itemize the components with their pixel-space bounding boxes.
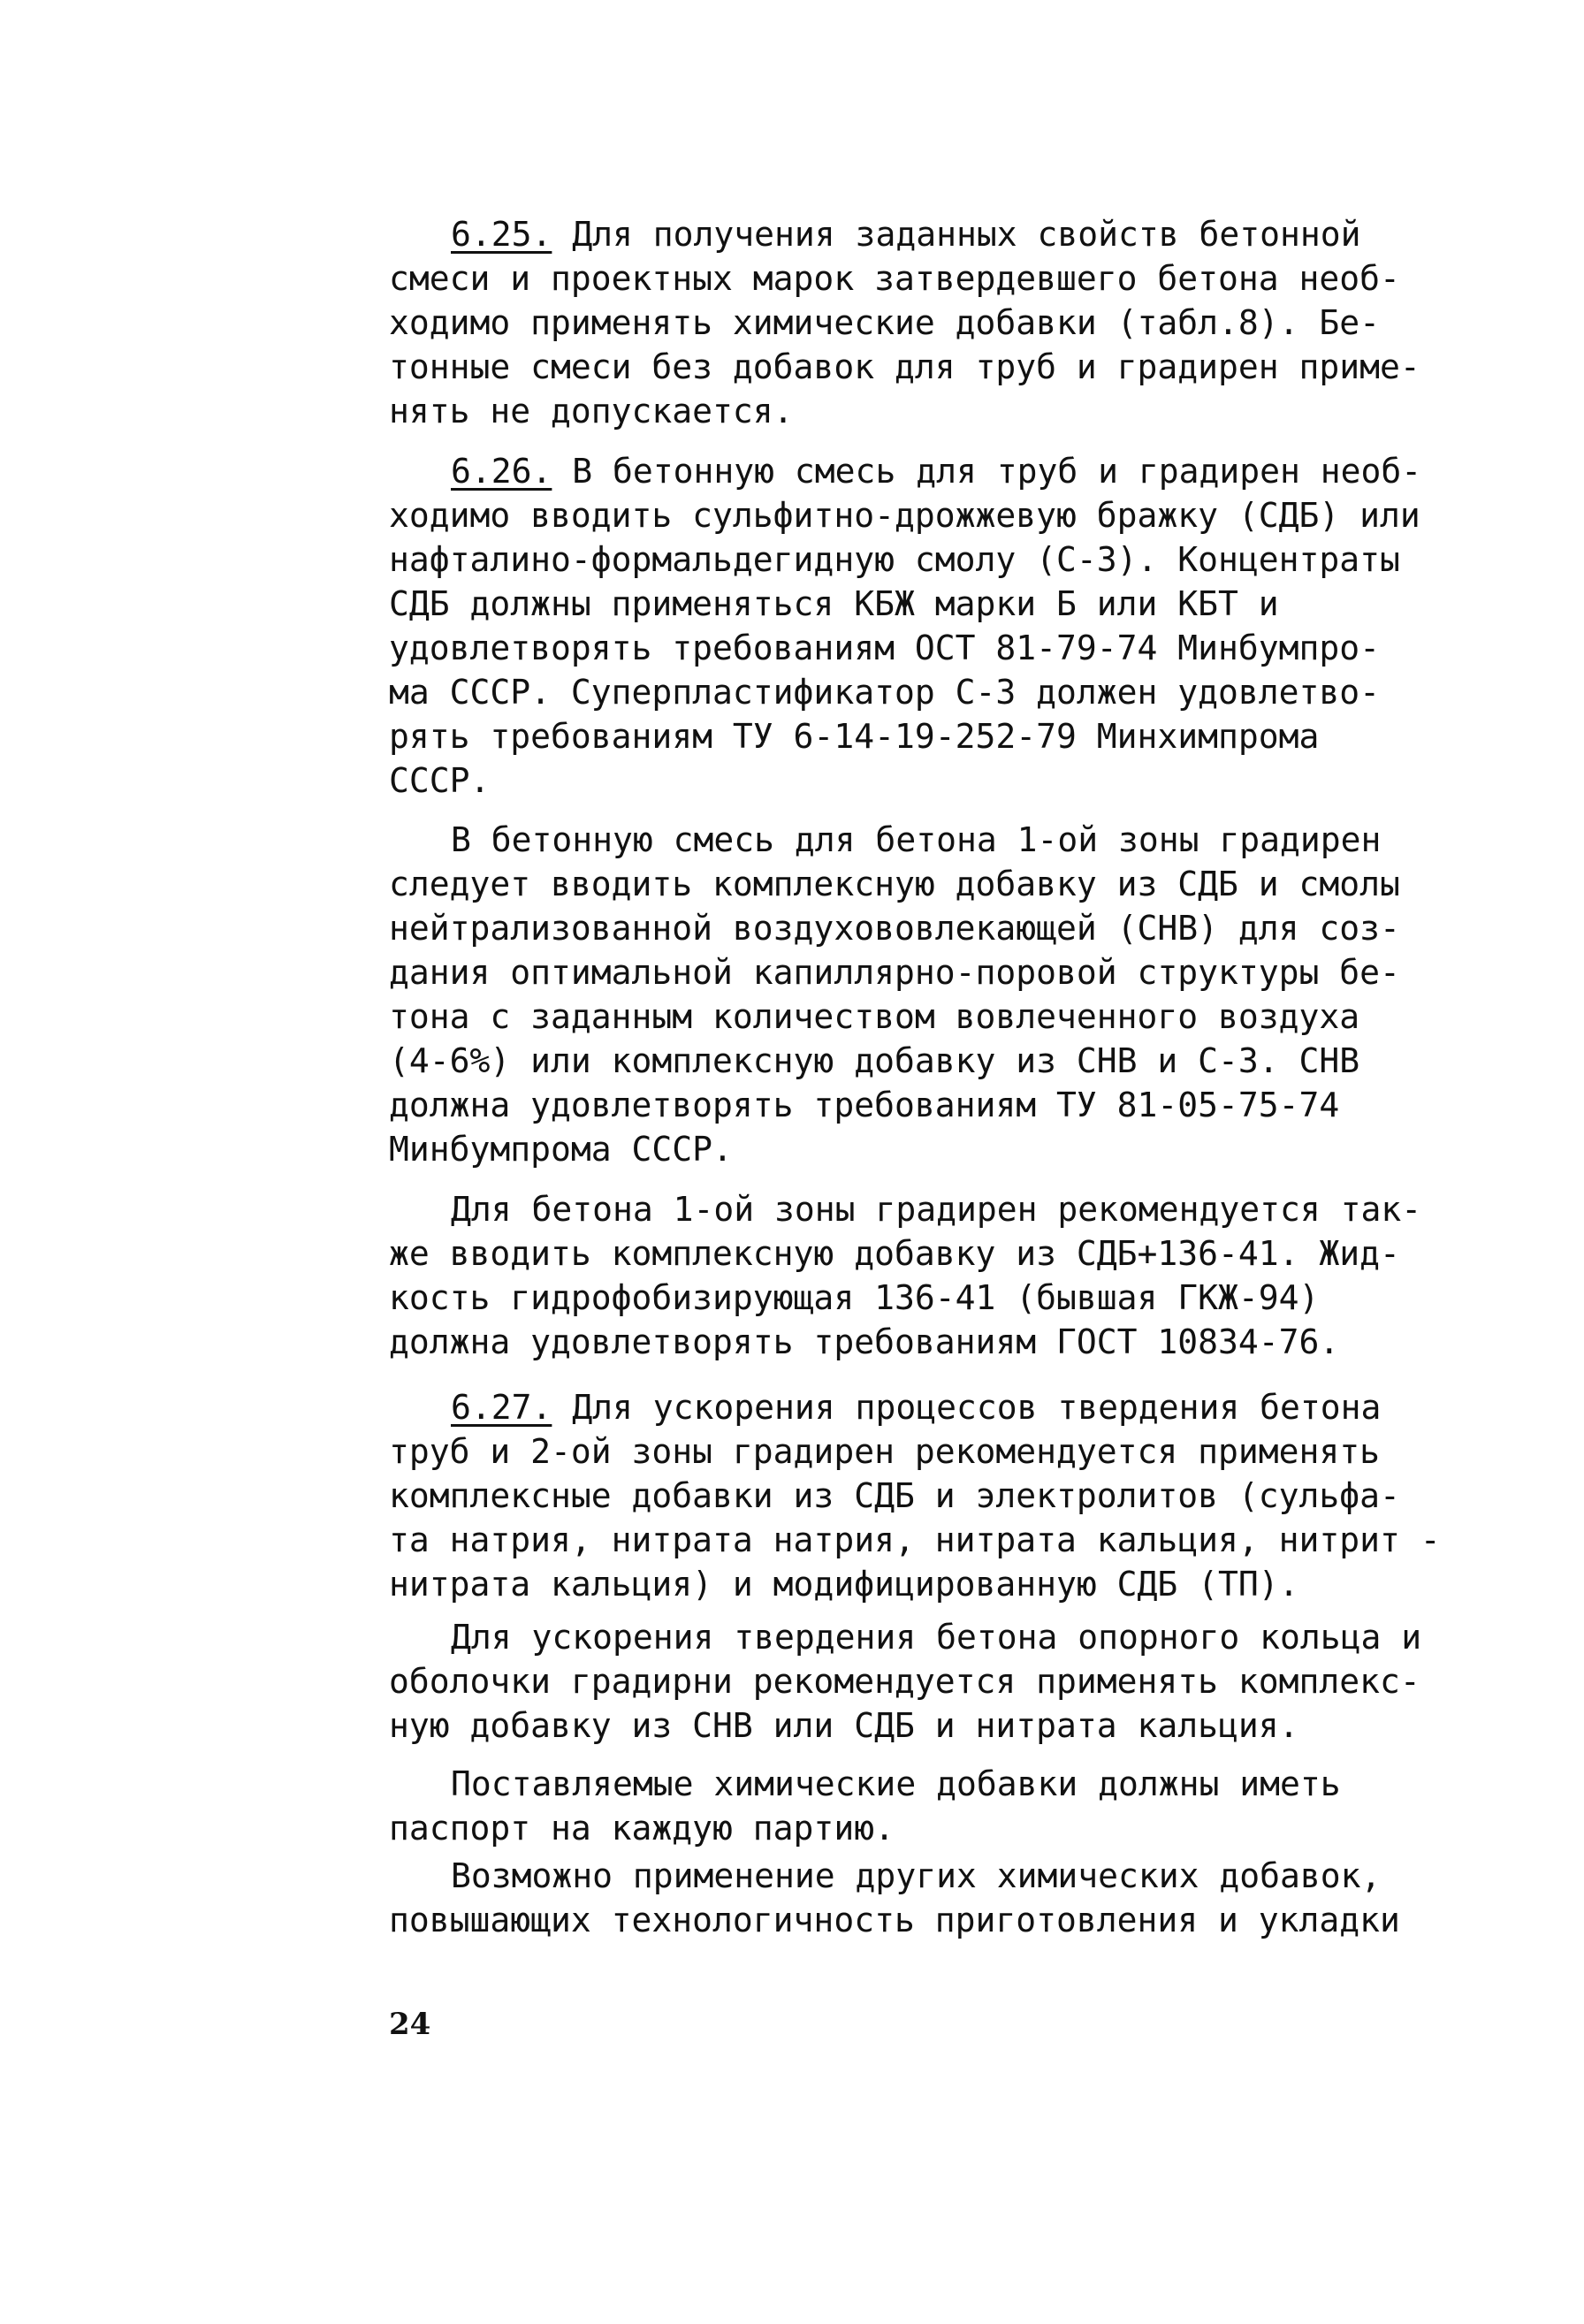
- text-line-content: удовлетворять требованиям ОСТ 81-79-74 Минбумпро-: [389, 629, 1381, 667]
- text-line: [389, 906, 1428, 950]
- clause-number: 6.26.: [451, 452, 552, 491]
- paragraph-passport: [389, 1762, 1428, 1850]
- text-line-content: тона с заданным количеством вовлеченного воздуха: [389, 997, 1360, 1036]
- paragraph-6-25: [389, 212, 1428, 433]
- text-line-content: Минбумпрома СССР.: [389, 1130, 733, 1169]
- text-line-content: Для получения заданных свойств бетонной: [552, 215, 1361, 254]
- text-line-content: СССР.: [389, 761, 491, 800]
- text-line-content: нять не допускается.: [389, 392, 794, 431]
- text-line: [389, 345, 1428, 389]
- text-line-content: СДБ должны применяться КБЖ марки Б или КБТ и: [389, 584, 1279, 623]
- clause-number: 6.27.: [451, 1388, 552, 1427]
- text-line: [389, 1615, 1428, 1659]
- text-line: [389, 1806, 1428, 1850]
- text-line-content: должна удовлетворять требованиям ГОСТ 10834-76.: [389, 1322, 1340, 1361]
- text-line: [389, 818, 1428, 862]
- text-line: [389, 1320, 1428, 1364]
- text-line-content: ходимо применять химические добавки (табл.8). Бе-: [389, 303, 1381, 342]
- text-line: [389, 1231, 1428, 1276]
- text-line-content: кость гидрофобизирующая 136-41 (бывшая ГКЖ-94): [389, 1278, 1320, 1317]
- text-line-content: труб и 2-ой зоны градирен рекомендуется применять: [389, 1432, 1381, 1471]
- text-line: [389, 1276, 1428, 1320]
- text-line: [389, 1854, 1428, 1898]
- paragraph-6-27: [389, 1385, 1441, 1606]
- text-line: [389, 714, 1428, 758]
- text-line-content: оболочки градирни рекомендуется применять комплекс-: [389, 1662, 1420, 1701]
- text-line: [389, 493, 1428, 537]
- page-number: 24: [389, 2007, 431, 2042]
- text-line-content: повышающих технологичность приготовления и укладки: [389, 1901, 1400, 1939]
- text-line: [389, 1187, 1428, 1231]
- text-line-content: Поставляемые химические добавки должны иметь: [451, 1764, 1341, 1803]
- text-line: [389, 582, 1428, 626]
- text-line-content: ма СССР. Суперпластификатор С-3 должен удовлетво-: [389, 673, 1381, 712]
- text-line-content: В бетонную смесь для бетона 1-ой зоны градирен: [451, 820, 1382, 859]
- text-line: [389, 1429, 1428, 1474]
- text-line: [389, 1703, 1428, 1748]
- text-line: [389, 950, 1428, 994]
- text-line-content: должна удовлетворять требованиям ТУ 81-05-75-74: [389, 1086, 1340, 1124]
- paragraph-other-additives: [389, 1854, 1428, 1942]
- text-line-content: паспорт на каждую партию.: [389, 1809, 895, 1848]
- text-line: [389, 758, 1428, 803]
- text-line: [389, 301, 1428, 345]
- text-line-content: следует вводить комплексную добавку из СДБ и смолы: [389, 865, 1400, 903]
- clause-number: 6.25.: [451, 215, 552, 254]
- text-line-content: дания оптимальной капиллярно-поровой структуры бе-: [389, 953, 1400, 992]
- text-line: [389, 256, 1428, 301]
- text-line-content: В бетонную смесь для труб и градирен необ-: [552, 452, 1422, 491]
- text-line: [389, 1898, 1428, 1942]
- text-line-content: Возможно применение других химических добавок,: [451, 1856, 1382, 1895]
- text-line-content: (4-6%) или комплексную добавку из СНВ и С-3. СНВ: [389, 1041, 1360, 1080]
- text-line-content: комплексные добавки из СДБ и электролитов (сульфа-: [389, 1476, 1400, 1515]
- text-line-content: нафталино-формальдегидную смолу (С-3). Концентраты: [389, 540, 1400, 579]
- text-line: [389, 862, 1428, 906]
- text-line: [389, 1474, 1428, 1518]
- text-line-content: Для бетона 1-ой зоны градирен рекомендуется так-: [451, 1190, 1422, 1229]
- text-line: [389, 994, 1428, 1039]
- text-line-content: нейтрализованной воздухововлекающей (СНВ) для соз-: [389, 909, 1400, 948]
- text-line: [389, 1659, 1428, 1703]
- text-line-content: Для ускорения твердения бетона опорного кольца и: [451, 1618, 1422, 1657]
- paragraph-ring-shell: [389, 1615, 1428, 1748]
- text-line: [389, 449, 1428, 493]
- text-line-content: рять требованиям ТУ 6-14-19-252-79 Минхимпрома: [389, 717, 1320, 756]
- text-line-content: же вводить комплексную добавку из СДБ+136-41. Жид-: [389, 1234, 1400, 1273]
- text-line-content: тонные смеси без добавок для труб и градирен приме-: [389, 347, 1420, 386]
- text-line: [389, 1385, 1428, 1429]
- text-line: [389, 389, 1428, 433]
- text-line: [389, 537, 1428, 582]
- text-line: [389, 670, 1428, 714]
- text-line: [389, 212, 1428, 256]
- paragraph-zone1-gkzh: [389, 1187, 1428, 1364]
- text-line: [389, 1562, 1428, 1606]
- text-line-content: та натрия, нитрата натрия, нитрата кальция, нитрит -: [389, 1520, 1441, 1559]
- text-line-content: ходимо вводить сульфитно-дрожжевую бражку (СДБ) или: [389, 496, 1420, 535]
- text-line-content: смеси и проектных марок затвердевшего бетона необ-: [389, 259, 1400, 298]
- text-line: [389, 1039, 1428, 1083]
- text-line-content: ную добавку из СНВ или СДБ и нитрата кальция.: [389, 1706, 1299, 1745]
- paragraph-zone1-snv: [389, 818, 1428, 1171]
- text-line: [389, 1518, 1441, 1562]
- text-line-content: нитрата кальция) и модифицированную СДБ (ТП).: [389, 1565, 1299, 1604]
- paragraph-6-26: [389, 449, 1428, 803]
- text-line: [389, 626, 1428, 670]
- text-line: [389, 1762, 1428, 1806]
- text-line: [389, 1127, 1428, 1171]
- text-line: [389, 1083, 1428, 1127]
- text-line-content: Для ускорения процессов твердения бетона: [552, 1388, 1382, 1427]
